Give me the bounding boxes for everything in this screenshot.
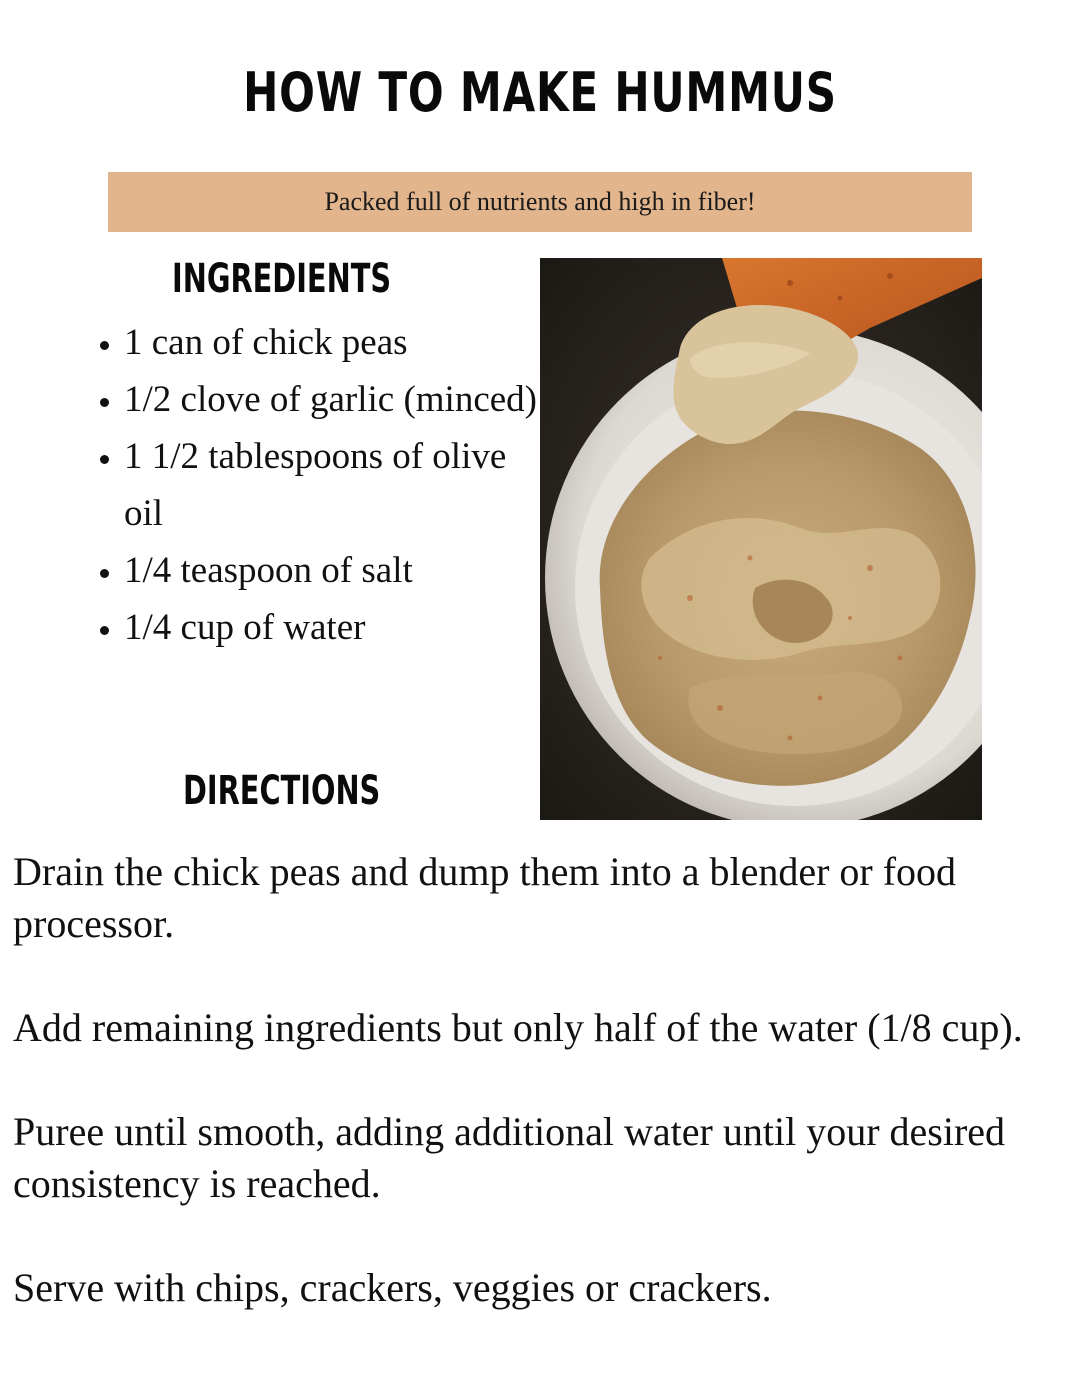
direction-step: Puree until smooth, adding additional water until your desired consistency is reached.: [13, 1109, 1006, 1206]
ingredient-item: • 1/4 teaspoon of salt: [124, 542, 544, 599]
direction-step: Serve with chips, crackers, veggies or crackers.: [13, 1265, 772, 1310]
hummus-photo: [540, 258, 982, 820]
directions-steps: [13, 846, 1073, 1366]
ingredient-item: • 1 1/2 tablespoons of olive oil: [124, 428, 544, 542]
directions-heading: DIRECTIONS: [183, 768, 381, 814]
tagline-banner: Packed full of nutrients and high in fiber!: [108, 172, 972, 232]
ingredient-item: • 1 can of chick peas: [124, 314, 544, 371]
page-title: HOW TO MAKE HUMMUS: [243, 61, 837, 124]
direction-step: Add remaining ingredients but only half of the water (1/8 cup).: [13, 1005, 1023, 1050]
ingredients-list: [80, 314, 544, 656]
ingredients-heading: INGREDIENTS: [172, 256, 392, 302]
ingredient-item: • 1/2 clove of garlic (minced): [124, 371, 544, 428]
ingredient-item: • 1/4 cup of water: [124, 599, 544, 656]
direction-step: Drain the chick peas and dump them into a blender or food processor.: [13, 849, 957, 946]
